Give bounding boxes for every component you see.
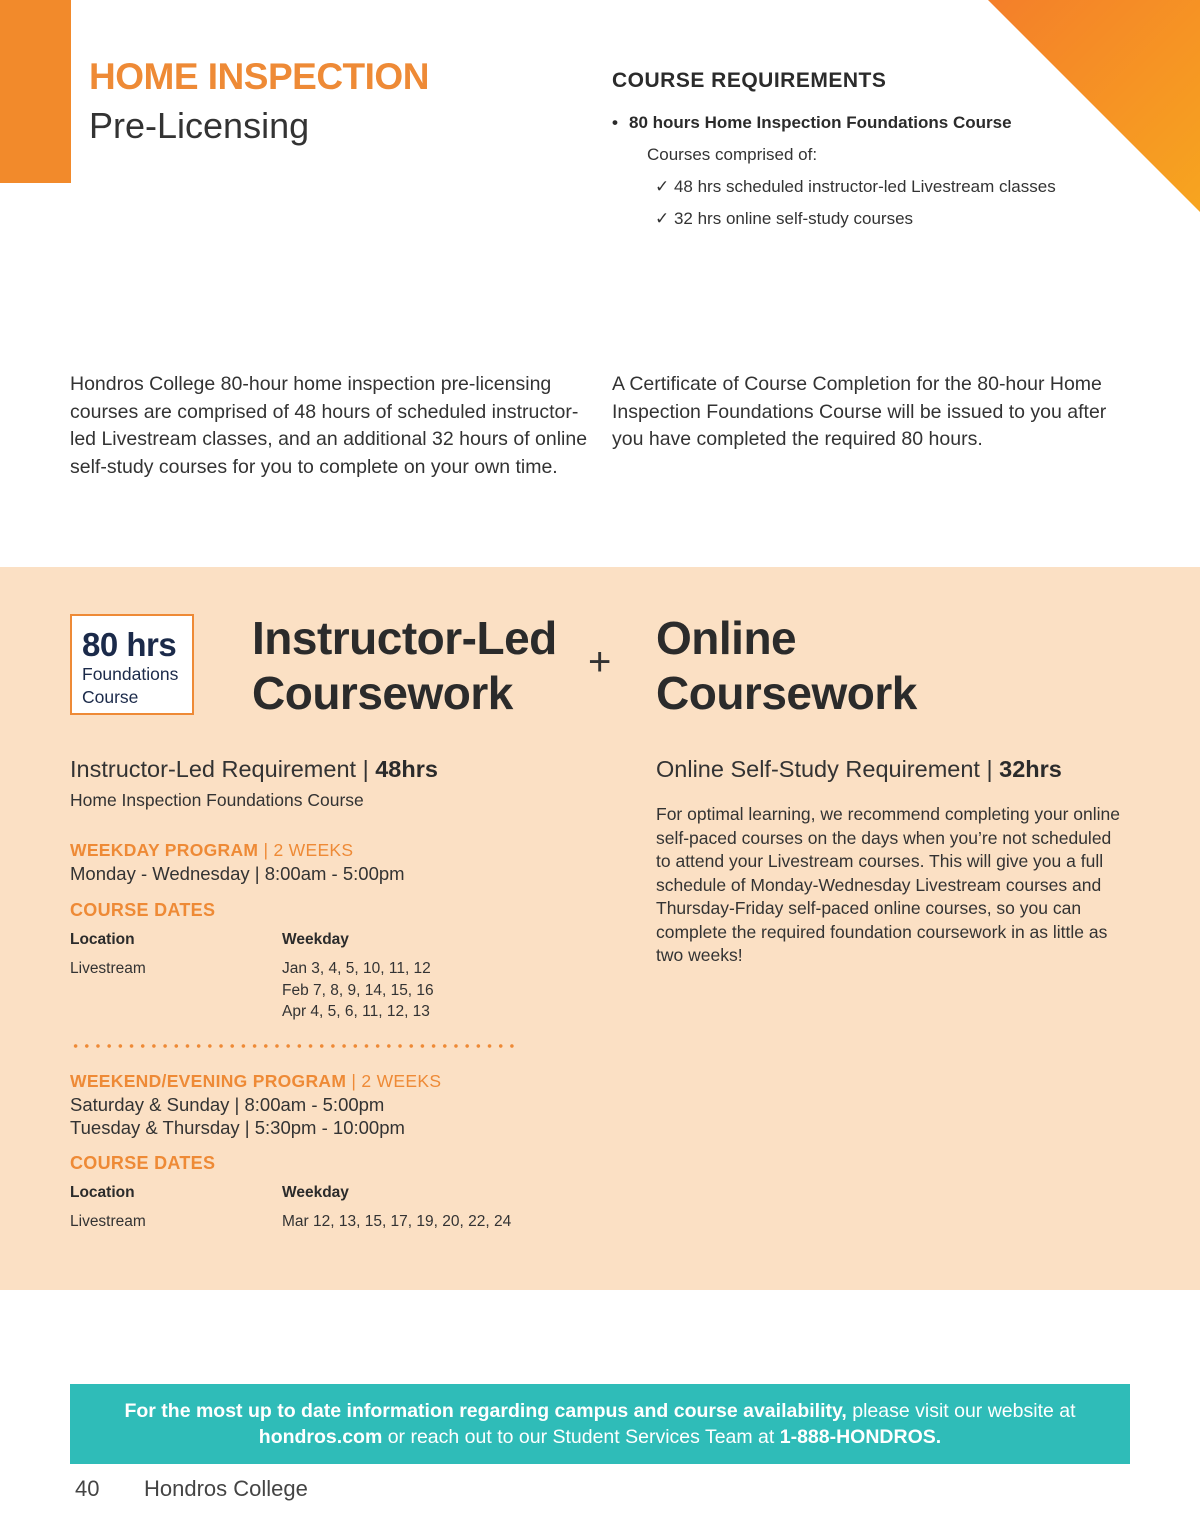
online-heading	[656, 611, 917, 721]
requirement-check-item: ✓ 48 hrs scheduled instructor-led Livestream classes	[655, 177, 1056, 196]
weekend-weekday-header: Weekday	[282, 1184, 349, 1201]
hours-badge-number: 80 hrs	[82, 626, 177, 663]
online-requirement	[656, 756, 1062, 783]
orange-accent-bar	[0, 0, 71, 183]
weekday-location: Livestream	[70, 960, 146, 977]
online-requirement-hours: 32hrs	[999, 756, 1062, 782]
online-heading-line2: Coursework	[656, 667, 917, 719]
intro-paragraph-right: A Certificate of Course Completion for the 80-hour Home Inspection Foundations Course will be issued to you after you have completed the required 80 hours.	[612, 373, 1107, 450]
requirements-bullet-text: 80 hours Home Inspection Foundations Course	[629, 113, 1012, 132]
weekend-program-name: WEEKEND/EVENING PROGRAM	[70, 1071, 347, 1091]
instructor-led-requirement	[70, 756, 438, 783]
instructor-led-heading-line2: Coursework	[252, 667, 513, 719]
requirements-bullet	[612, 113, 1012, 133]
weekday-program-name: WEEKDAY PROGRAM	[70, 840, 259, 860]
intro-paragraph-left: Hondros College 80-hour home inspection pre-licensing courses are comprised of 48 hours of scheduled instructor-led Livestream classes, and an additional 32 hours of online self-study courses for you to complete on your own time.	[70, 373, 588, 478]
banner-bold-text: For the most up to date information regarding campus and course availability,	[124, 1400, 847, 1422]
date-row: Mar 12, 13, 15, 17, 19, 20, 22, 24	[282, 1213, 512, 1230]
plus-icon: +	[588, 640, 612, 684]
page-number: 40	[75, 1476, 100, 1501]
weekend-program-duration: 2 WEEKS	[361, 1071, 442, 1091]
separator: |	[346, 1071, 362, 1091]
online-paragraph: For optimal learning, we recommend completing your online self-paced courses on the days when you’re not scheduled to attend your Livestream courses. This will give you a full schedule of Monday-Wednesday Livestream courses and Thursday-Friday self-paced online courses, so you can complete the required foundation coursework in as little as two weeks!	[656, 804, 1120, 965]
requirements-comprised: Courses comprised of:	[647, 145, 818, 164]
instructor-led-heading	[252, 611, 557, 721]
separator: |	[258, 840, 274, 860]
website-link[interactable]: hondros.com	[258, 1426, 383, 1448]
weekday-course-dates-title: COURSE DATES	[70, 900, 216, 920]
instructor-led-requirement-label: Instructor-Led Requirement	[70, 756, 357, 782]
weekend-dates-list	[282, 1211, 511, 1233]
requirement-check-item: ✓ 32 hrs online self-study courses	[655, 209, 914, 228]
weekend-schedule-1: Saturday & Sunday | 8:00am - 5:00pm	[70, 1094, 385, 1115]
bullet-icon: •	[612, 113, 618, 132]
weekend-location: Livestream	[70, 1213, 146, 1230]
separator: |	[979, 756, 1000, 782]
weekend-schedule-2: Tuesday & Thursday | 5:30pm - 10:00pm	[70, 1117, 405, 1138]
date-row: Feb 7, 8, 9, 14, 15, 16	[282, 981, 434, 999]
phone-number: 1-888-HONDROS.	[779, 1426, 942, 1448]
date-row: Jan 3, 4, 5, 10, 11, 12	[282, 960, 431, 977]
info-banner	[70, 1384, 1130, 1464]
page-title: HOME INSPECTION	[89, 56, 429, 97]
date-row: Apr 4, 5, 6, 11, 12, 13	[282, 1003, 430, 1020]
dotted-divider	[70, 1043, 520, 1049]
weekday-dates-list	[282, 958, 434, 1023]
hours-badge-line2: Course	[82, 687, 139, 707]
instructor-led-heading-line1: Instructor-Led	[252, 612, 557, 664]
separator: |	[356, 756, 376, 782]
weekday-program-title	[70, 840, 353, 861]
banner-text: or reach out to our Student Services Team at	[382, 1426, 780, 1448]
weekend-course-dates-title: COURSE DATES	[70, 1153, 216, 1173]
banner-text: please visit our website at	[846, 1400, 1076, 1422]
online-requirement-label: Online Self-Study Requirement	[656, 756, 980, 782]
footer-college-name: Hondros College	[144, 1476, 308, 1501]
requirements-heading: COURSE REQUIREMENTS	[612, 69, 887, 92]
instructor-led-course-name: Home Inspection Foundations Course	[70, 790, 364, 810]
weekday-weekday-header: Weekday	[282, 931, 349, 948]
hours-badge-line1: Foundations	[82, 664, 179, 684]
weekend-location-header: Location	[70, 1184, 135, 1201]
weekday-schedule: Monday - Wednesday | 8:00am - 5:00pm	[70, 863, 405, 884]
page-subtitle: Pre-Licensing	[89, 105, 310, 146]
instructor-led-requirement-hours: 48hrs	[375, 756, 438, 782]
online-heading-line1: Online	[656, 612, 797, 664]
weekday-location-header: Location	[70, 931, 135, 948]
hours-badge	[70, 614, 194, 715]
weekend-program-title	[70, 1071, 441, 1092]
weekday-program-duration: 2 WEEKS	[273, 840, 354, 860]
